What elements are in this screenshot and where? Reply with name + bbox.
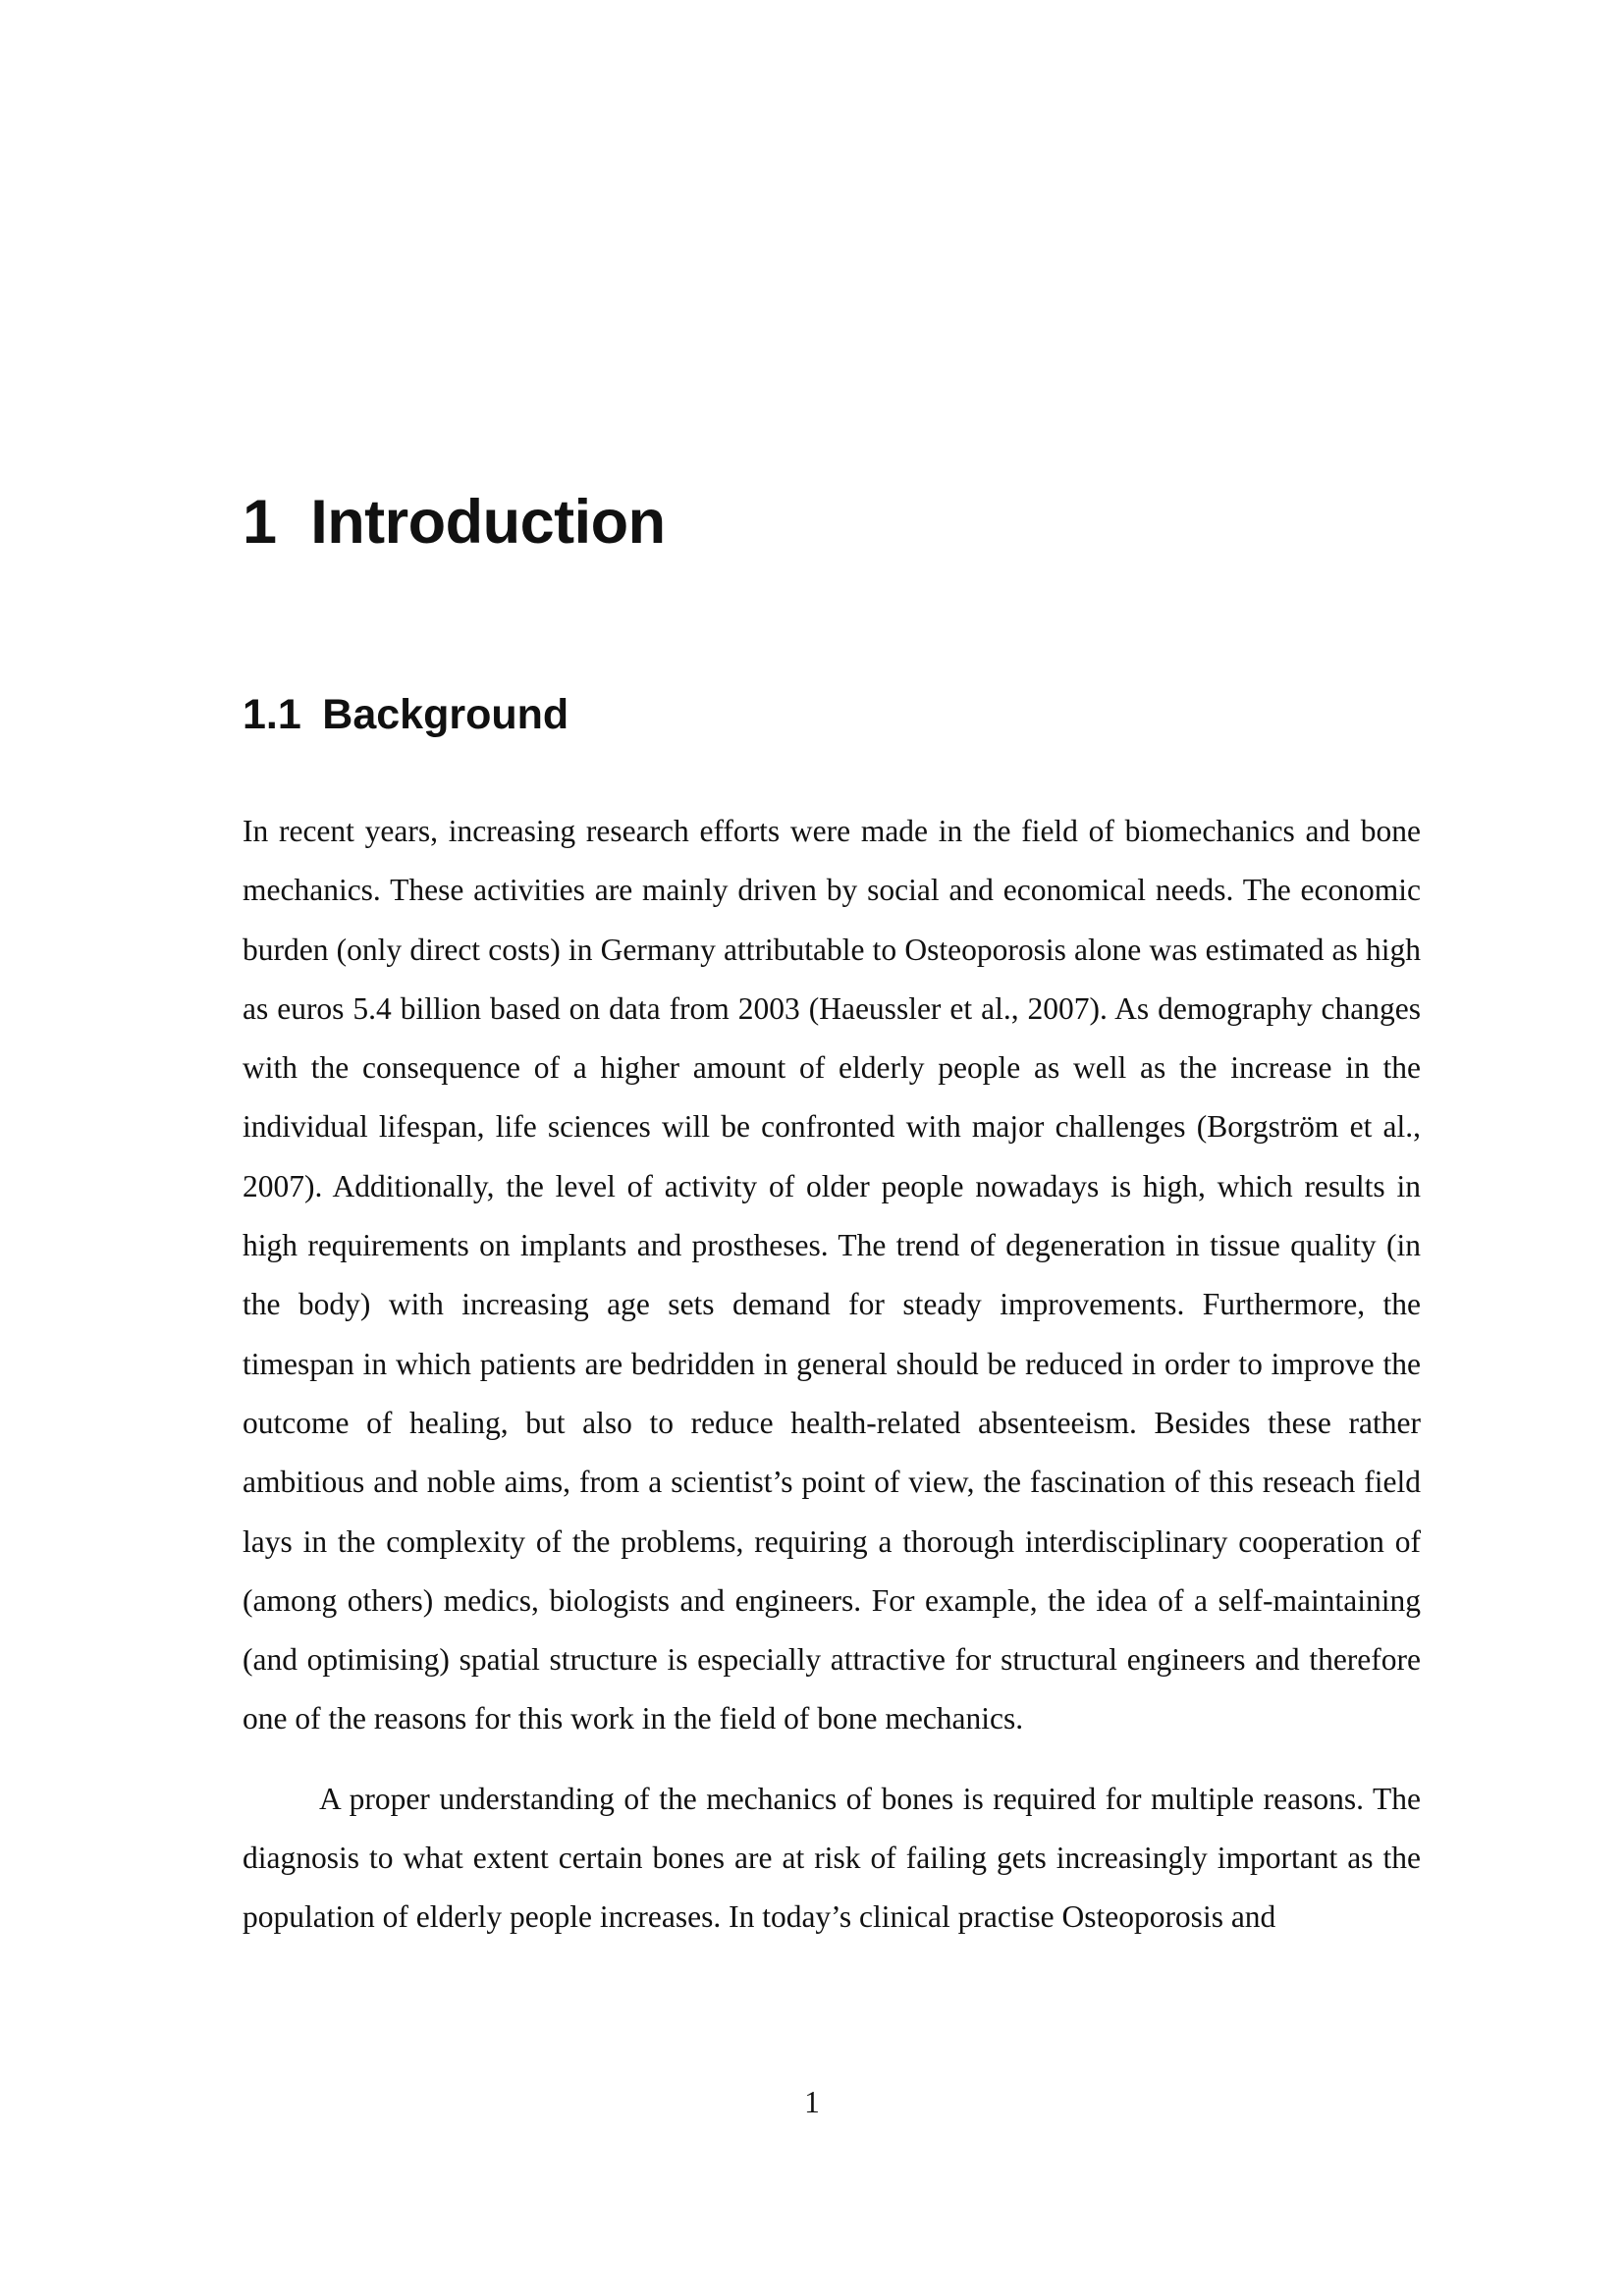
section-heading bbox=[243, 687, 568, 742]
chapter-heading bbox=[243, 483, 666, 561]
chapter-title-text: Introduction bbox=[310, 488, 666, 557]
page-number: 1 bbox=[804, 2085, 820, 2119]
section-number: 1.1 bbox=[243, 691, 301, 738]
body-text bbox=[243, 802, 1421, 1948]
paragraph-1: In recent years, increasing research efforts were made in the field of biomechanics and bone mechanics. These activities are mainly driven by social and economical needs. The economic burden (only direct costs) in Germany attributable to Osteoporosis alone was estimated as high as euros 5.4 billion based on data from 2003 (Haeussler et al., 2007). As demography changes with the consequence of a higher amount of elderly people as well as the increase in the individual lifespan, life sciences will be confronted with major challenges (Borgström et al., 2007). Additionally, the level of activity of older people nowadays is high, which results in high requirements on implants and prostheses. The trend of degeneration in tissue quality (in the body) with increasing age sets demand for steady improvements. Furthermore, the timespan in which patients are bedridden in general should be reduced in order to improve the outcome of healing, but also to reduce health-related absenteeism. Besides these rather ambitious and noble aims, from a scientist’s point of view, the fascination of this reseach field lays in the complexity of the problems, requiring a thorough interdisciplinary cooperation of (among others) medics, biologists and engineers. For example, the idea of a self-maintaining (and optimising) spatial structure is especially attractive for structural engineers and therefore one of the reasons for this work in the field of bone mechanics. bbox=[243, 814, 1421, 1736]
chapter-number: 1 bbox=[243, 488, 277, 557]
paragraph-2: A proper understanding of the mechanics of bones is required for multiple reasons. The diagnosis to what extent certain bones are at risk of failing gets increasingly important as the population of elderly people increases. In today’s clinical practise Osteoporosis and bbox=[243, 1781, 1421, 1935]
section-title-text: Background bbox=[322, 691, 569, 738]
